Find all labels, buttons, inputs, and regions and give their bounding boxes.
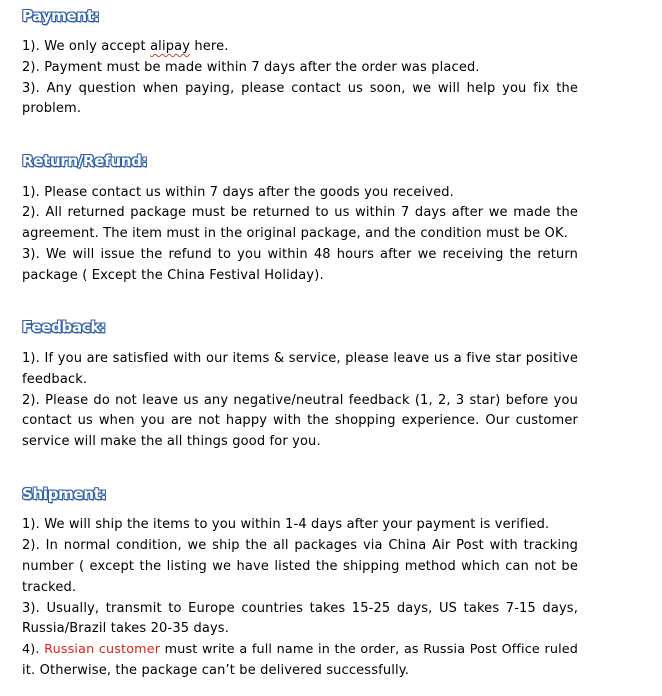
return-line-3b: package ( Except the China Festival Holiday). [22,268,324,283]
return-line-1: 1). Please contact us within 7 days after the goods you received. [22,185,454,200]
alipay-spellcheck-word: alipay [150,39,191,54]
return-refund-heading: Return/Refund: [22,152,148,170]
shipment-line-1: 1). We will ship the items to you within 1-4 days after your payment is verified. [22,517,550,532]
return-line-2b: agreement. The item must in the original package, and the condition must be OK. [22,226,568,241]
payment-heading: Payment: [22,7,100,25]
russian-customer-highlight: Russian customer [44,642,161,657]
payment-line-1: 1). We only accept alipay here. [22,39,229,54]
payment-line-3b: problem. [22,101,82,116]
feedback-line-2c: service will make the all things good for you. [22,434,321,449]
feedback-line-1a: 1). If you are satisfied with our items & service, please leave us a five star positive [22,351,578,366]
feedback-line-1b: feedback. [22,372,88,387]
feedback-line-2a: 2). Please do not leave us any negative/neutral feedback (1, 2, 3 star) before you [22,393,578,408]
return-line-2a: 2). All returned package must be returned to us within 7 days after we made the [22,205,578,220]
feedback-line-2b: contact us when you are not happy with the shopping experience. Our customer [22,413,578,428]
shipment-line-4b: it. Otherwise, the package can’t be delivered successfully. [22,663,410,678]
return-line-3a: 3). We will issue the refund to you within 48 hours after we receiving the return [22,247,578,262]
shipment-line-4a: 4). Russian customer must write a full name in the order, as Russia Post Office ruled [22,642,578,657]
shipment-line-2c: tracked. [22,580,77,595]
shipment-line-3b: Russia/Brazil takes 20-35 days. [22,621,230,636]
feedback-heading: Feedback: [22,318,106,336]
shipment-line-2a: 2). In normal condition, we ship the all packages via China Air Post with tracking [22,538,578,553]
payment-line-2: 2). Payment must be made within 7 days after the order was placed. [22,60,480,75]
shipment-line-3a: 3). Usually, transmit to Europe countries takes 15-25 days, US takes 7-15 days, [22,601,578,616]
payment-line-3a: 3). Any question when paying, please contact us soon, we will help you fix the [22,81,578,96]
shipment-line-2b: number ( except the listing we have listed the shipping method which can not be [22,559,578,574]
shipment-heading: Shipment: [22,485,107,503]
